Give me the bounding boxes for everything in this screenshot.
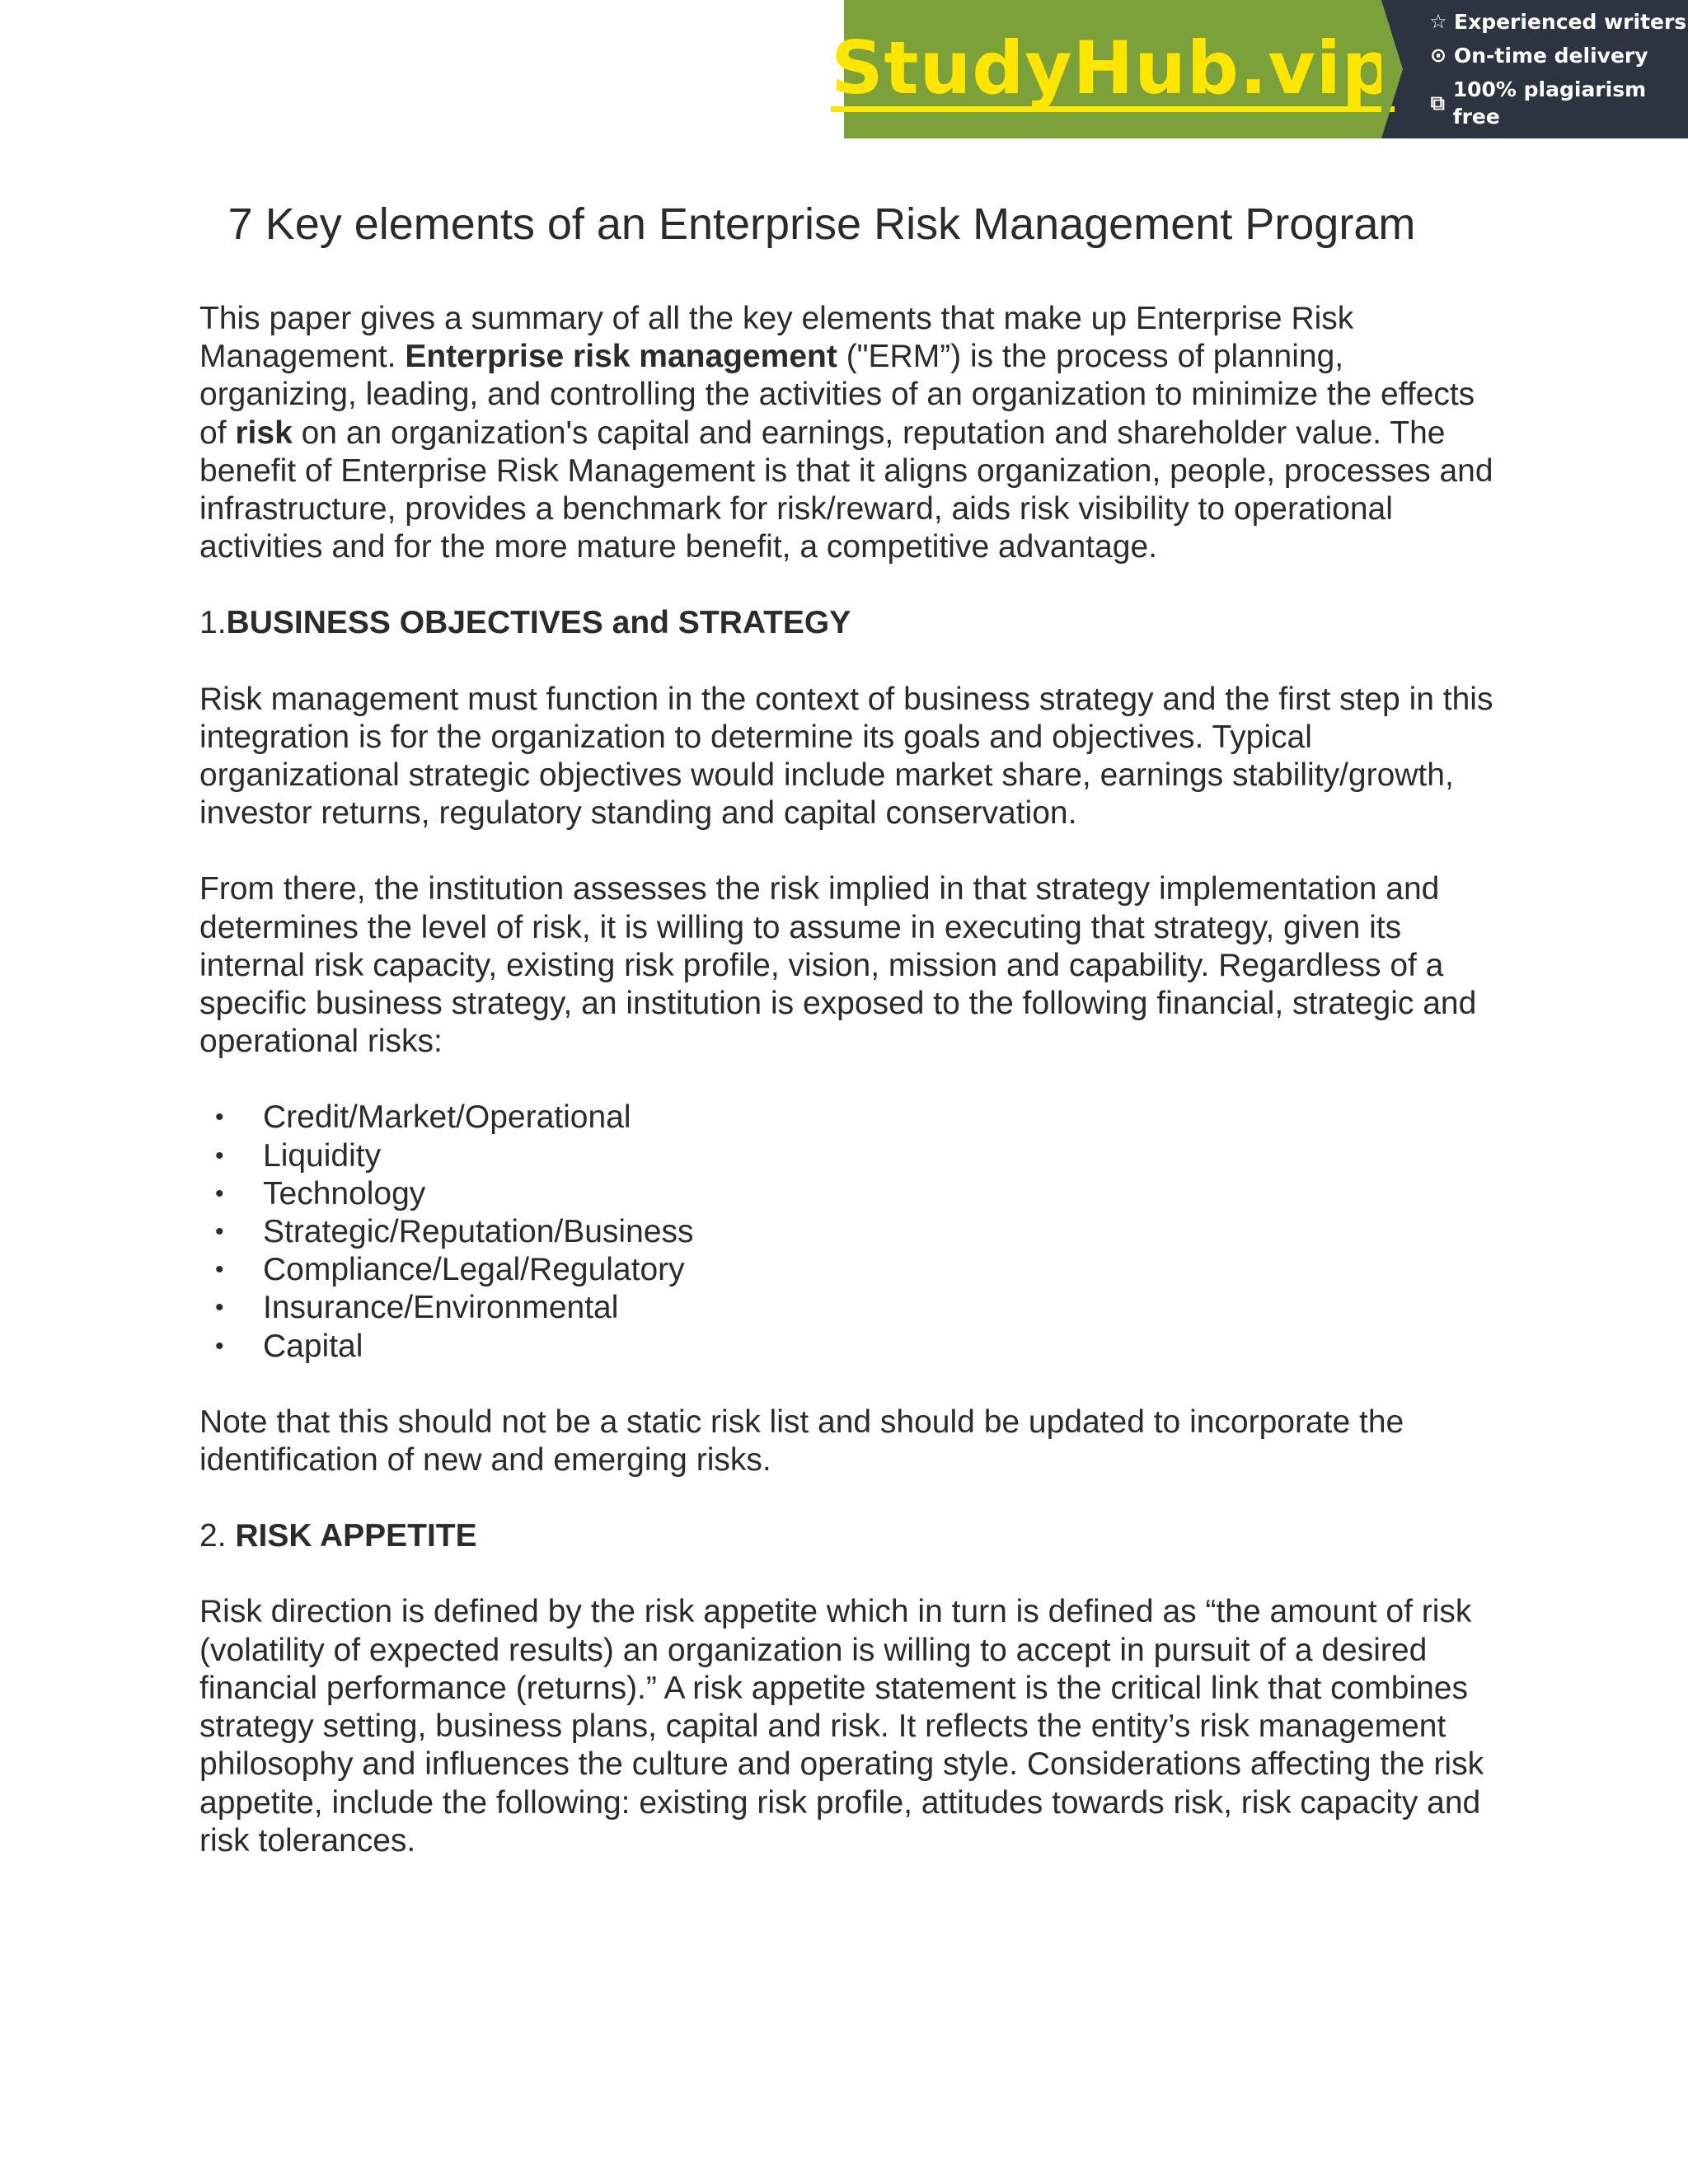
- intro-text-3: on an organization's capital and earnings, reputation and shareholder value. The benefit of Enterprise Risk Management is that it aligns organization, people, processes and infrastructure, provides a benchmark for risk/reward, aids risk visibility to operational activities and for the more mature benefit, a competitive advantage.: [199, 415, 1493, 565]
- feature-experienced-writers: [1428, 8, 1688, 35]
- section-2-number: 2.: [199, 1518, 236, 1554]
- feature-plagiarism-free: [1428, 76, 1688, 130]
- bullet-icon: •: [215, 1179, 224, 1207]
- section-1-heading: [199, 604, 1502, 642]
- list-item: [199, 1137, 1502, 1175]
- section-2-heading: [199, 1517, 1502, 1555]
- section-1-paragraph-1: Risk management must function in the context of business strategy and the first step in this integration is for the organization to determine its goals and objectives. Typical organizational strategic objectives would include market share, earnings stability/growth, investor returns, regulatory standing and capital conservation.: [199, 681, 1493, 832]
- risk-label: Compliance/Legal/Regulatory: [263, 1252, 685, 1288]
- intro-bold-erm: Enterprise risk management: [405, 339, 837, 375]
- feature-label: On-time delivery: [1454, 44, 1648, 68]
- risk-label: Credit/Market/Operational: [263, 1099, 631, 1136]
- bullet-icon: •: [215, 1104, 224, 1132]
- studyhub-logo[interactable]: [831, 0, 1395, 138]
- studyhub-banner[interactable]: [831, 0, 1688, 138]
- intro-paragraph: [199, 300, 1502, 566]
- risk-label: Technology: [263, 1175, 426, 1212]
- feature-label: Experienced writers: [1454, 10, 1687, 34]
- bullet-icon: •: [215, 1332, 224, 1360]
- list-item: [199, 1175, 1502, 1213]
- risk-list: [199, 1099, 1502, 1365]
- risk-label: Capital: [263, 1328, 363, 1364]
- document-page: [199, 194, 1502, 1860]
- section-2-title: RISK APPETITE: [235, 1518, 477, 1554]
- section-1-paragraph-2: From there, the institution assesses the risk implied in that strategy implementation and determines the level of risk, it is willing to assume in executing that strategy, given its internal risk capacity, existing risk profile, vision, mission and capability. Regardless of a specific business strategy, an institution is exposed to the following financial, strategic and operational risks:: [199, 871, 1477, 1060]
- bullet-icon: •: [215, 1294, 224, 1322]
- bullet-icon: •: [215, 1141, 224, 1169]
- banner-features: [1381, 0, 1688, 138]
- list-item: [199, 1328, 1502, 1366]
- clock-icon: ⊙: [1429, 44, 1447, 67]
- section-1-note: Note that this should not be a static risk list and should be updated to incorporate the identification of new and emerging risks.: [199, 1404, 1404, 1479]
- section-2-paragraph-1: Risk direction is defined by the risk appetite which in turn is defined as “the amount of risk (volatility of expected results) an organization is willing to accept in pursuit of a desired financial performance (returns).” A risk appetite statement is the critical link that combines strategy setting, business plans, capital and risk. It reflects the entity’s risk management philosophy and influences the culture and operating style. Considerations affecting the risk appetite, include the following: existing risk profile, attitudes towards risk, risk capacity and risk tolerances.: [199, 1594, 1484, 1858]
- section-1-title: BUSINESS OBJECTIVES and STRATEGY: [226, 605, 851, 641]
- bullet-icon: •: [215, 1256, 224, 1284]
- feature-label: 100% plagiarism free: [1452, 77, 1647, 129]
- star-icon: ☆: [1429, 10, 1447, 33]
- copy-icon: ⧉: [1430, 91, 1445, 115]
- list-item: [199, 1213, 1502, 1251]
- bullet-icon: •: [215, 1218, 224, 1246]
- risk-label: Insurance/Environmental: [263, 1290, 619, 1326]
- risk-label: Strategic/Reputation/Business: [263, 1214, 694, 1250]
- logo-text: StudyHub.vip: [831, 25, 1395, 110]
- list-item: [199, 1099, 1502, 1137]
- section-1-number: 1.: [199, 605, 227, 641]
- list-item: [199, 1251, 1502, 1289]
- feature-on-time-delivery: [1428, 42, 1688, 69]
- document-title: 7 Key elements of an Enterprise Risk Management Program: [227, 199, 1416, 249]
- intro-text-2: ("ERM”) is the process of planning, organizing, leading, and controlling the activities of an organization to minimize the effects of: [199, 339, 1475, 451]
- risk-label: Liquidity: [263, 1137, 382, 1174]
- list-item: [199, 1289, 1502, 1327]
- banner-arrow-shape: [1381, 0, 1403, 138]
- intro-text-1: This paper gives a summary of all the key elements that make up Enterprise Risk Management.: [199, 301, 1354, 375]
- intro-bold-risk: risk: [235, 415, 293, 451]
